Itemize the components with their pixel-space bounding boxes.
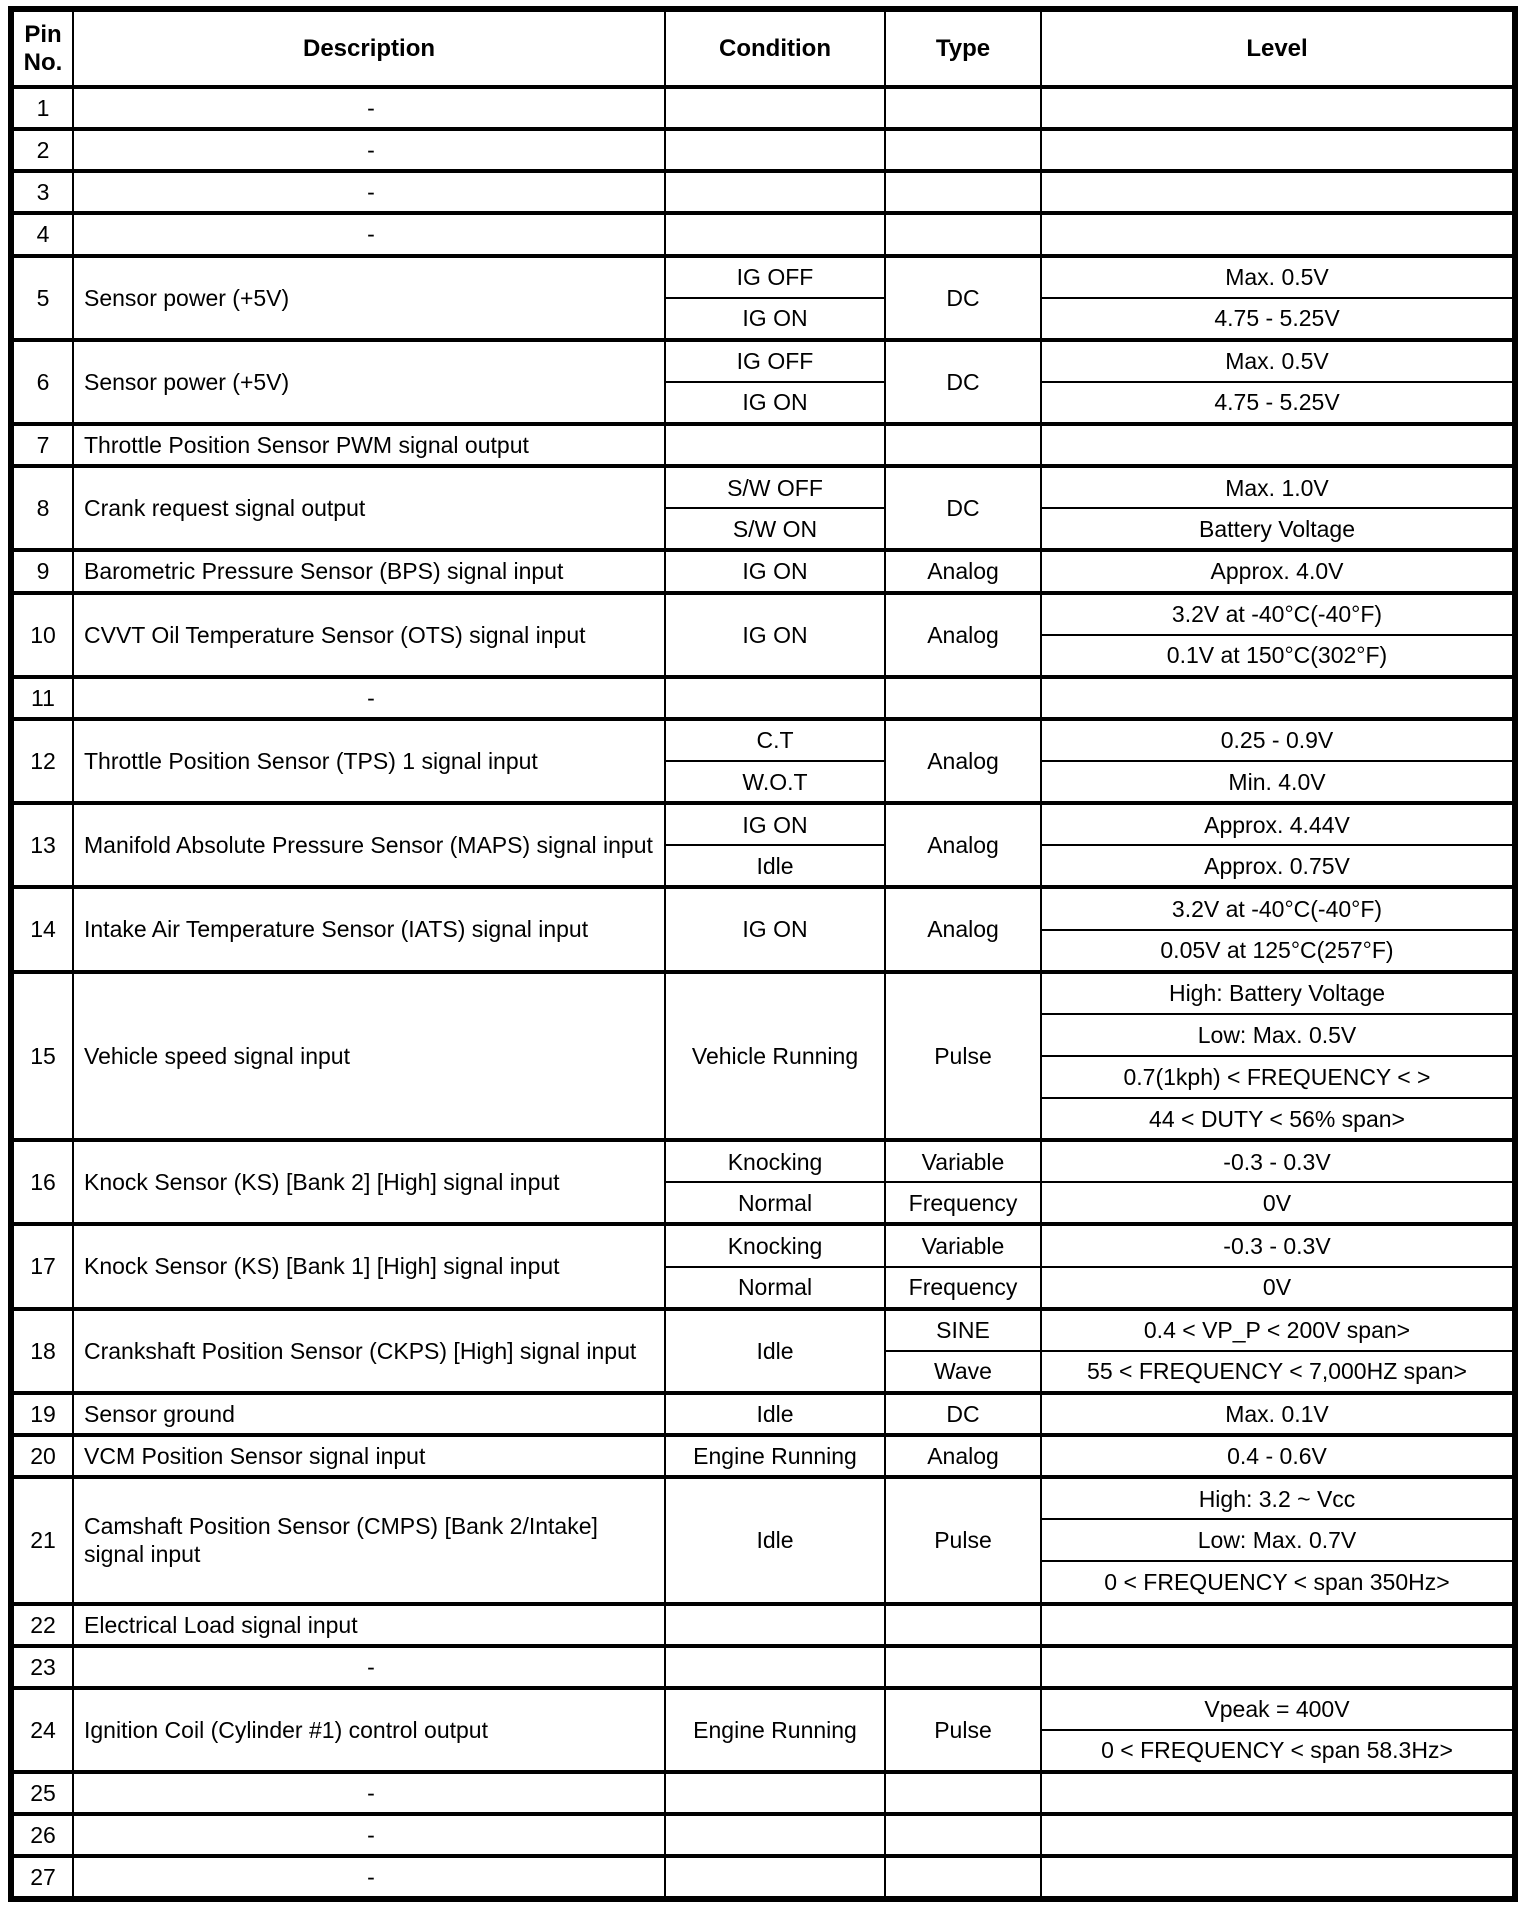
type-cell: Analog <box>885 1435 1041 1477</box>
description-cell: - <box>73 129 665 171</box>
condition-cell: Engine Running <box>665 1688 885 1772</box>
condition-cell <box>665 129 885 171</box>
type-cell <box>885 424 1041 466</box>
level-cell: -0.3 - 0.3V <box>1041 1224 1515 1266</box>
level-cell: 0.7(1kph) < FREQUENCY < > <box>1041 1056 1515 1098</box>
level-cell: Max. 0.1V <box>1041 1393 1515 1435</box>
type-cell <box>885 87 1041 129</box>
pin-number-cell: 12 <box>11 719 73 803</box>
type-cell: Pulse <box>885 972 1041 1141</box>
type-cell: DC <box>885 340 1041 424</box>
level-cell: Approx. 0.75V <box>1041 845 1515 887</box>
pin-number-cell: 15 <box>11 972 73 1141</box>
pin-number-cell: 17 <box>11 1224 73 1308</box>
description-cell: Crankshaft Position Sensor (CKPS) [High] signal input <box>73 1309 665 1393</box>
condition-cell: IG ON <box>665 550 885 592</box>
type-cell: DC <box>885 1393 1041 1435</box>
pin-number-cell: 9 <box>11 550 73 592</box>
condition-cell: IG OFF <box>665 256 885 298</box>
condition-cell <box>665 1814 885 1856</box>
level-cell: Approx. 4.0V <box>1041 550 1515 592</box>
type-cell: Wave <box>885 1351 1041 1393</box>
level-cell <box>1041 129 1515 171</box>
table-row <box>11 1140 1515 1182</box>
pin-number-cell: 11 <box>11 677 73 719</box>
condition-cell: IG OFF <box>665 340 885 382</box>
table-row <box>11 803 1515 845</box>
type-cell <box>885 171 1041 213</box>
pin-number-cell: 7 <box>11 424 73 466</box>
table-row <box>11 424 1515 466</box>
description-cell: Crank request signal output <box>73 466 665 550</box>
type-cell: Pulse <box>885 1688 1041 1772</box>
description-cell: Sensor ground <box>73 1393 665 1435</box>
table-row <box>11 1646 1515 1688</box>
table-body <box>11 87 1515 1899</box>
table-row <box>11 1604 1515 1646</box>
type-cell <box>885 1772 1041 1814</box>
condition-cell <box>665 171 885 213</box>
description-cell: Intake Air Temperature Sensor (IATS) signal input <box>73 887 665 971</box>
table-row <box>11 1224 1515 1266</box>
level-cell: High: 3.2 ~ Vcc <box>1041 1477 1515 1519</box>
column-header-description: Description <box>73 9 665 87</box>
table-row <box>11 1477 1515 1519</box>
pin-number-cell: 22 <box>11 1604 73 1646</box>
pin-assignment-table <box>8 6 1518 1902</box>
table-row <box>11 1772 1515 1814</box>
table-row <box>11 1688 1515 1730</box>
pin-number-cell: 27 <box>11 1856 73 1899</box>
condition-cell: W.O.T <box>665 761 885 803</box>
description-cell: Ignition Coil (Cylinder #1) control output <box>73 1688 665 1772</box>
level-cell: -0.3 - 0.3V <box>1041 1140 1515 1182</box>
condition-cell: S/W OFF <box>665 466 885 508</box>
type-cell: DC <box>885 466 1041 550</box>
type-cell: Frequency <box>885 1267 1041 1309</box>
level-cell: 4.75 - 5.25V <box>1041 298 1515 340</box>
type-cell <box>885 213 1041 255</box>
level-cell <box>1041 1772 1515 1814</box>
description-cell: Throttle Position Sensor (TPS) 1 signal input <box>73 719 665 803</box>
description-cell: - <box>73 1772 665 1814</box>
level-cell: 0 < FREQUENCY < span 58.3Hz> <box>1041 1730 1515 1772</box>
pin-number-cell: 8 <box>11 466 73 550</box>
level-cell: Vpeak = 400V <box>1041 1688 1515 1730</box>
description-cell: CVVT Oil Temperature Sensor (OTS) signal input <box>73 593 665 677</box>
condition-cell: IG ON <box>665 382 885 424</box>
condition-cell: Normal <box>665 1182 885 1224</box>
table-row <box>11 677 1515 719</box>
condition-cell <box>665 677 885 719</box>
condition-cell: IG ON <box>665 298 885 340</box>
type-cell: Pulse <box>885 1477 1041 1603</box>
condition-cell <box>665 1772 885 1814</box>
level-cell <box>1041 1856 1515 1899</box>
pin-number-cell: 3 <box>11 171 73 213</box>
type-cell <box>885 1814 1041 1856</box>
description-cell: VCM Position Sensor signal input <box>73 1435 665 1477</box>
column-header-level: Level <box>1041 9 1515 87</box>
pin-number-cell: 21 <box>11 1477 73 1603</box>
level-cell: 0V <box>1041 1267 1515 1309</box>
level-cell: High: Battery Voltage <box>1041 972 1515 1014</box>
table-row <box>11 719 1515 761</box>
level-cell: 0.4 < VP_P < 200V span> <box>1041 1309 1515 1351</box>
level-cell: 0.4 - 0.6V <box>1041 1435 1515 1477</box>
header-row <box>11 9 1515 87</box>
pin-number-cell: 14 <box>11 887 73 971</box>
condition-cell: Idle <box>665 1393 885 1435</box>
level-cell: Approx. 4.44V <box>1041 803 1515 845</box>
level-cell: Max. 0.5V <box>1041 340 1515 382</box>
condition-cell: Idle <box>665 845 885 887</box>
description-cell: Barometric Pressure Sensor (BPS) signal input <box>73 550 665 592</box>
level-cell: 0.05V at 125°C(257°F) <box>1041 930 1515 972</box>
description-cell: - <box>73 677 665 719</box>
condition-cell: Vehicle Running <box>665 972 885 1141</box>
condition-cell: IG ON <box>665 803 885 845</box>
level-cell: Low: Max. 0.7V <box>1041 1519 1515 1561</box>
type-cell: Analog <box>885 887 1041 971</box>
level-cell: 0.25 - 0.9V <box>1041 719 1515 761</box>
pin-number-cell: 20 <box>11 1435 73 1477</box>
level-cell: 44 < DUTY < 56% span> <box>1041 1098 1515 1140</box>
condition-cell: Engine Running <box>665 1435 885 1477</box>
table-row <box>11 256 1515 298</box>
table-row <box>11 1856 1515 1899</box>
pin-number-cell: 4 <box>11 213 73 255</box>
level-cell: 3.2V at -40°C(-40°F) <box>1041 593 1515 635</box>
pin-number-cell: 6 <box>11 340 73 424</box>
type-cell <box>885 1856 1041 1899</box>
type-cell: SINE <box>885 1309 1041 1351</box>
type-cell <box>885 129 1041 171</box>
pin-number-cell: 23 <box>11 1646 73 1688</box>
type-cell: Analog <box>885 593 1041 677</box>
level-cell: 4.75 - 5.25V <box>1041 382 1515 424</box>
table-row <box>11 340 1515 382</box>
table-row <box>11 550 1515 592</box>
pin-number-cell: 10 <box>11 593 73 677</box>
condition-cell <box>665 1604 885 1646</box>
level-cell: 3.2V at -40°C(-40°F) <box>1041 887 1515 929</box>
level-cell: Max. 0.5V <box>1041 256 1515 298</box>
description-cell: Sensor power (+5V) <box>73 256 665 340</box>
level-cell: 0 < FREQUENCY < span 350Hz> <box>1041 1561 1515 1603</box>
table-row <box>11 1309 1515 1351</box>
pin-number-cell: 25 <box>11 1772 73 1814</box>
description-cell: Sensor power (+5V) <box>73 340 665 424</box>
column-header-condition: Condition <box>665 9 885 87</box>
type-cell: Analog <box>885 803 1041 887</box>
type-cell <box>885 1604 1041 1646</box>
description-cell: Knock Sensor (KS) [Bank 2] [High] signal input <box>73 1140 665 1224</box>
level-cell: Max. 1.0V <box>1041 466 1515 508</box>
level-cell <box>1041 1646 1515 1688</box>
table-row <box>11 887 1515 929</box>
condition-cell: IG ON <box>665 887 885 971</box>
table-row <box>11 466 1515 508</box>
condition-cell <box>665 1646 885 1688</box>
level-cell: Battery Voltage <box>1041 508 1515 550</box>
condition-cell: IG ON <box>665 593 885 677</box>
condition-cell <box>665 424 885 466</box>
table-header <box>11 9 1515 87</box>
level-cell: Low: Max. 0.5V <box>1041 1014 1515 1056</box>
pin-number-cell: 24 <box>11 1688 73 1772</box>
type-cell: Variable <box>885 1224 1041 1266</box>
level-cell: Min. 4.0V <box>1041 761 1515 803</box>
level-cell <box>1041 1814 1515 1856</box>
table-row <box>11 1393 1515 1435</box>
type-cell: Analog <box>885 719 1041 803</box>
pin-number-cell: 26 <box>11 1814 73 1856</box>
table-row <box>11 129 1515 171</box>
pin-number-cell: 1 <box>11 87 73 129</box>
condition-cell: C.T <box>665 719 885 761</box>
description-cell: - <box>73 213 665 255</box>
level-cell: 0V <box>1041 1182 1515 1224</box>
condition-cell: Knocking <box>665 1140 885 1182</box>
condition-cell: Idle <box>665 1477 885 1603</box>
level-cell <box>1041 213 1515 255</box>
table-row <box>11 593 1515 635</box>
level-cell <box>1041 87 1515 129</box>
table-row <box>11 213 1515 255</box>
level-cell <box>1041 171 1515 213</box>
description-cell: - <box>73 1646 665 1688</box>
description-cell: - <box>73 87 665 129</box>
column-header-pin-no: Pin No. <box>11 9 73 87</box>
pin-number-cell: 19 <box>11 1393 73 1435</box>
condition-cell: Normal <box>665 1267 885 1309</box>
description-cell: - <box>73 1856 665 1899</box>
type-cell <box>885 677 1041 719</box>
level-cell <box>1041 1604 1515 1646</box>
pin-number-cell: 5 <box>11 256 73 340</box>
column-header-type: Type <box>885 9 1041 87</box>
level-cell <box>1041 424 1515 466</box>
pin-number-cell: 2 <box>11 129 73 171</box>
condition-cell <box>665 1856 885 1899</box>
level-cell <box>1041 677 1515 719</box>
description-cell: - <box>73 171 665 213</box>
description-cell: Throttle Position Sensor PWM signal output <box>73 424 665 466</box>
pin-number-cell: 16 <box>11 1140 73 1224</box>
table-row <box>11 972 1515 1014</box>
type-cell <box>885 1646 1041 1688</box>
condition-cell <box>665 87 885 129</box>
table-row <box>11 1435 1515 1477</box>
condition-cell: Idle <box>665 1309 885 1393</box>
description-cell: Camshaft Position Sensor (CMPS) [Bank 2/Intake] signal input <box>73 1477 665 1603</box>
description-cell: Electrical Load signal input <box>73 1604 665 1646</box>
condition-cell: S/W ON <box>665 508 885 550</box>
type-cell: Analog <box>885 550 1041 592</box>
table-row <box>11 1814 1515 1856</box>
type-cell: DC <box>885 256 1041 340</box>
type-cell: Frequency <box>885 1182 1041 1224</box>
level-cell: 55 < FREQUENCY < 7,000HZ span> <box>1041 1351 1515 1393</box>
condition-cell <box>665 213 885 255</box>
table-row <box>11 87 1515 129</box>
level-cell: 0.1V at 150°C(302°F) <box>1041 635 1515 677</box>
description-cell: - <box>73 1814 665 1856</box>
description-cell: Manifold Absolute Pressure Sensor (MAPS) signal input <box>73 803 665 887</box>
table-row <box>11 171 1515 213</box>
pin-number-cell: 18 <box>11 1309 73 1393</box>
type-cell: Variable <box>885 1140 1041 1182</box>
pin-number-cell: 13 <box>11 803 73 887</box>
description-cell: Vehicle speed signal input <box>73 972 665 1141</box>
description-cell: Knock Sensor (KS) [Bank 1] [High] signal input <box>73 1224 665 1308</box>
condition-cell: Knocking <box>665 1224 885 1266</box>
